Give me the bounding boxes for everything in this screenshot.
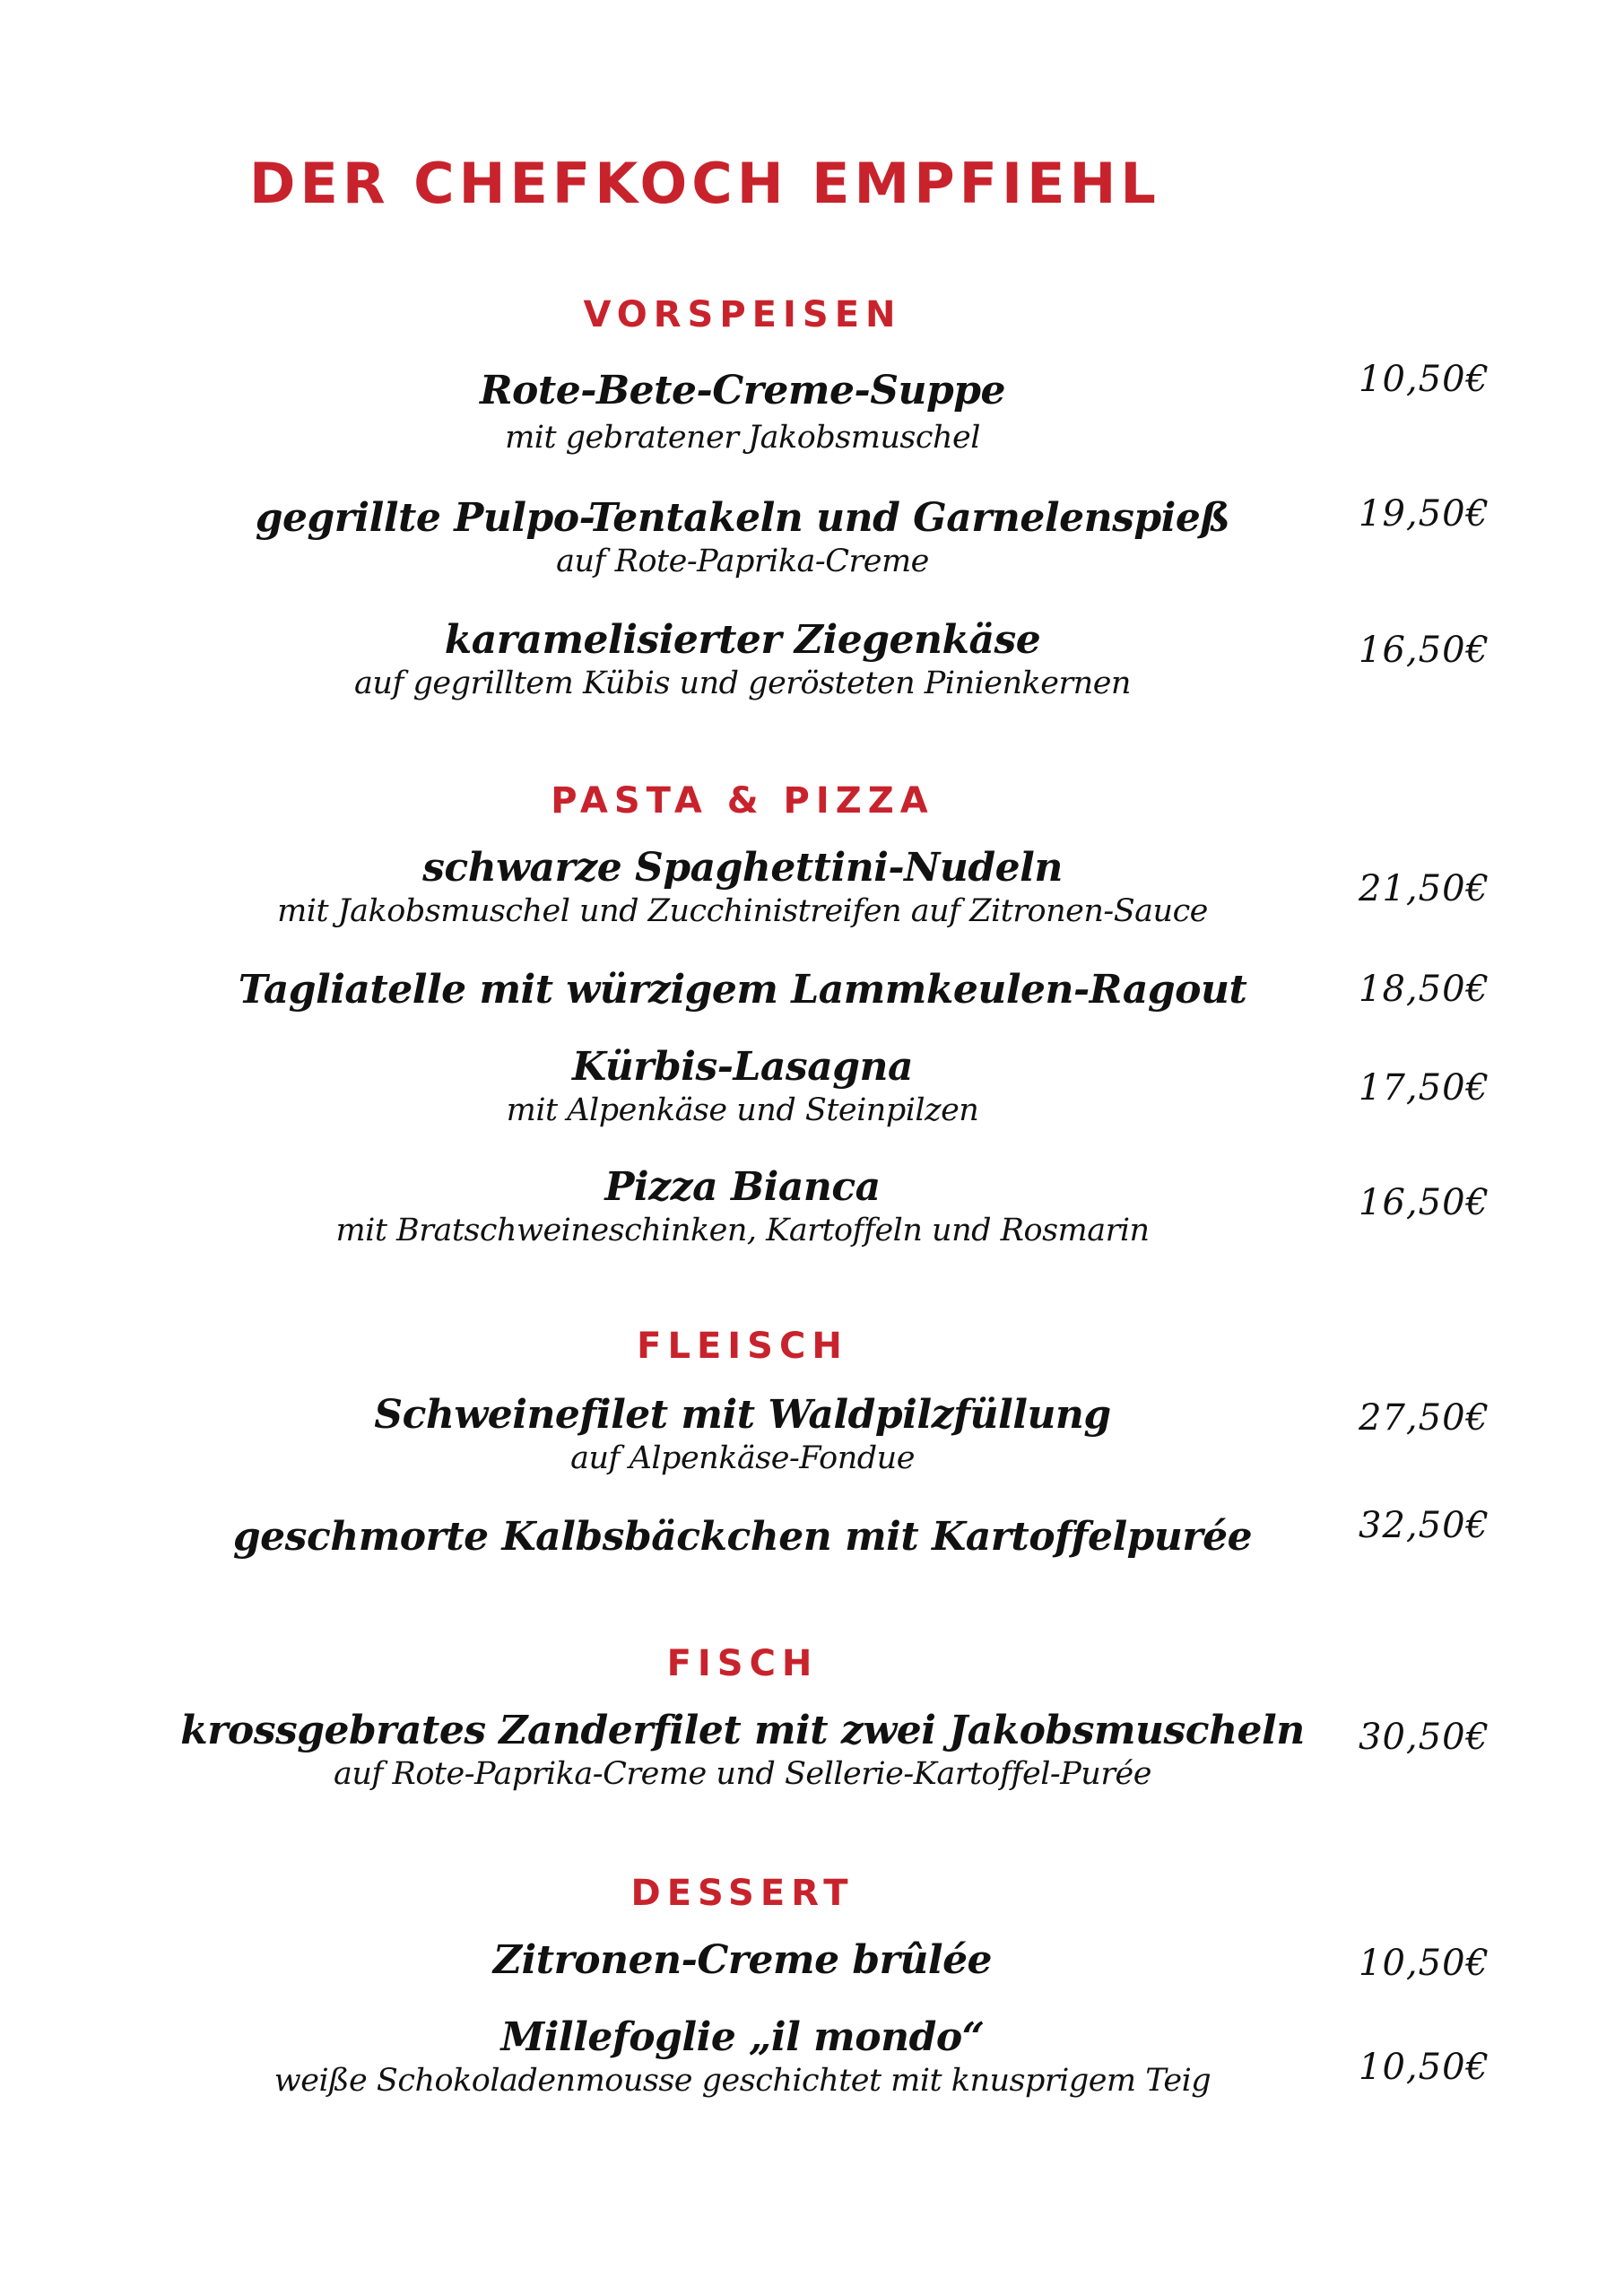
item-name: Tagliatelle mit würzigem Lammkeulen-Ragout: [238, 967, 1247, 1013]
item-price: 27,50€: [1359, 1397, 1489, 1439]
item-price: 30,50€: [1359, 1717, 1489, 1758]
item-description: auf Alpenkäse-Fondue: [570, 1440, 915, 1476]
item-name: Schweinefilet mit Waldpilzfüllung: [374, 1392, 1111, 1438]
menu-item: [143, 965, 1342, 1015]
item-name: geschmorte Kalbsbäckchen mit Kartoffelpurée: [232, 1514, 1253, 1560]
item-price: 16,50€: [1359, 1182, 1489, 1223]
item-price: 18,50€: [1359, 969, 1489, 1010]
item-name: gegrillte Pulpo-Tentakeln und Garnelenspieß: [255, 495, 1230, 541]
item-name: Millefoglie „il mondo“: [500, 2014, 985, 2060]
item-description: weiße Schokoladenmousse geschichtet mit knusprigem Teig: [274, 2063, 1211, 2099]
item-price: 17,50€: [1359, 1067, 1489, 1109]
section-heading-fisch: FISCH: [666, 1643, 819, 1684]
item-price: 19,50€: [1359, 493, 1489, 535]
item-price: 16,50€: [1359, 630, 1489, 671]
menu-item: [143, 1042, 1342, 1128]
item-price: 10,50€: [1359, 1943, 1489, 1984]
menu-item: [143, 493, 1342, 579]
menu-item: [143, 1935, 1342, 1986]
item-description: auf gegrilltem Kübis und gerösteten Pinienkernen: [354, 665, 1131, 701]
item-description: mit Bratschweineschinken, Kartoffeln und Rosmarin: [335, 1213, 1150, 1248]
menu-item: [143, 615, 1342, 701]
item-description: auf Rote-Paprika-Creme und Sellerie-Kartoffel-Purée: [334, 1756, 1151, 1792]
item-name: Zitronen-Creme brûlée: [492, 1937, 993, 1983]
menu-item: [143, 843, 1342, 929]
item-name: Rote-Bete-Creme-Suppe: [479, 368, 1006, 413]
item-name: schwarze Spaghettini-Nudeln: [422, 845, 1063, 891]
menu-item: [143, 1706, 1342, 1792]
menu-item: [143, 1390, 1342, 1476]
section-heading-fleisch: FLEISCH: [637, 1326, 848, 1367]
item-description: mit Jakobsmuschel und Zucchinistreifen auf Zitronen-Sauce: [277, 893, 1208, 929]
section-heading-vorspeisen: VORSPEISEN: [583, 294, 902, 335]
menu-item: [143, 2013, 1342, 2099]
menu-item: [143, 366, 1342, 459]
page-title: DER CHEFKOCH EMPFIEHL: [249, 151, 1160, 216]
item-price: 10,50€: [1359, 2047, 1489, 2088]
section-heading-pasta-pizza: PASTA & PIZZA: [551, 780, 934, 822]
item-name: krossgebrates Zanderfilet mit zwei Jakobsmuscheln: [180, 1708, 1305, 1753]
item-description: mit gebratener Jakobsmuschel: [505, 420, 980, 456]
menu-item: [143, 1162, 1342, 1248]
item-name: Kürbis-Lasagna: [572, 1044, 913, 1090]
section-heading-dessert: DESSERT: [630, 1873, 855, 1914]
item-price: 10,50€: [1359, 359, 1489, 400]
item-price: 21,50€: [1359, 868, 1489, 909]
item-description: mit Alpenkäse und Steinpilzen: [506, 1092, 979, 1128]
item-price: 32,50€: [1359, 1505, 1489, 1546]
item-name: Pizza Bianca: [604, 1164, 881, 1210]
item-name: karamelisierter Ziegenkäse: [444, 617, 1041, 663]
menu-item: [143, 1512, 1342, 1562]
item-description: auf Rote-Paprika-Creme: [556, 544, 929, 579]
